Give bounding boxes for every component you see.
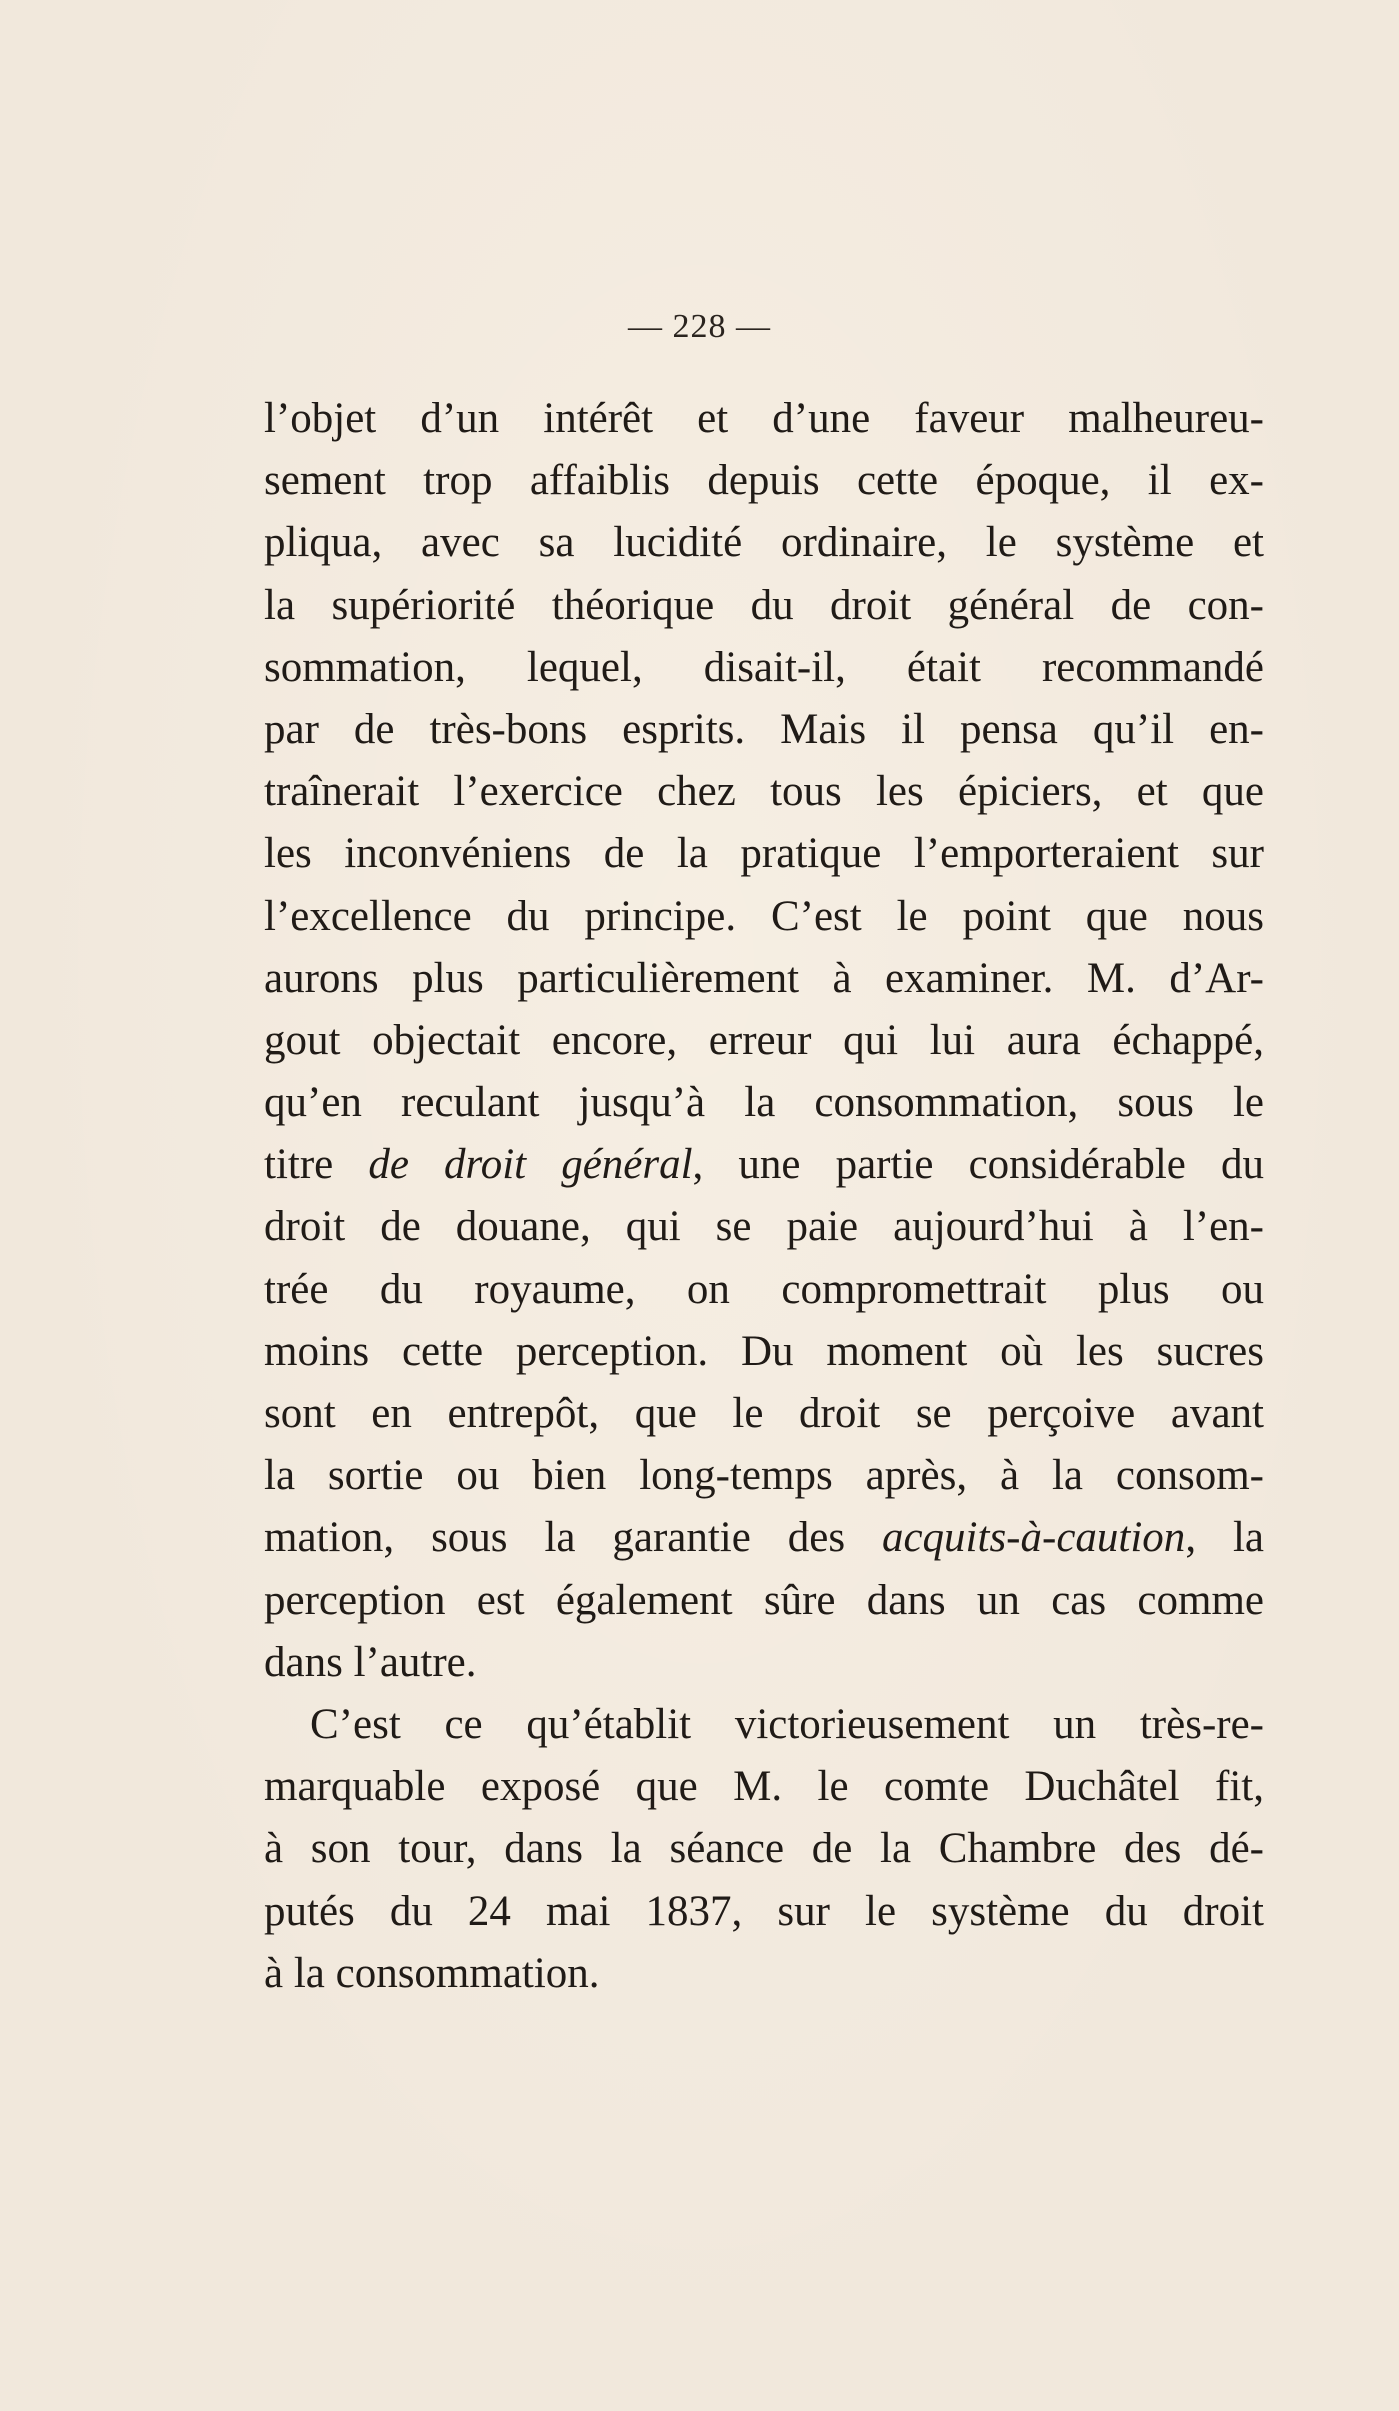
text-line: droit de douane, qui se paie aujourd’hui à l’en- [264,1203,1264,1251]
text-line: sommation, lequel, disait-il, était recommandé [264,643,1264,691]
text-line: l’objet d’un intérêt et d’une faveur malheureu- [264,395,1264,442]
text-line: moins cette perception. Du moment où les sucres [264,1327,1264,1375]
text-line: sement trop affaiblis depuis cette époque, il ex- [264,457,1264,505]
paragraph-2 [264,1694,1264,2005]
body-text [264,388,1264,2005]
page-number: — 228 — [628,308,771,345]
text-line: pliqua, avec sa lucidité ordinaire, le système et [264,519,1264,567]
text-line: traînerait l’exercice chez tous les épiciers, et que [264,768,1264,816]
italic-emphasis: de droit général [368,1141,693,1189]
text-line: par de très-bons esprits. Mais il pensa qu’il en- [264,705,1264,753]
text-line: la sortie ou bien long-temps après, à la consom- [264,1452,1264,1500]
text-line: à son tour, dans la séance de la Chambre des dé- [264,1825,1264,1873]
italic-emphasis: acquits-à-caution [881,1514,1186,1562]
text-line: dans l’autre. [264,1638,477,1686]
text-line: gout objectait encore, erreur qui lui aura échappé, [264,1016,1264,1064]
text-line: marquable exposé que M. le comte Duchâtel fit, [264,1763,1264,1811]
text-line: les inconvéniens de la pratique l’emporteraient sur [264,830,1264,878]
text-line: qu’en reculant jusqu’à la consommation, sous le [264,1079,1264,1127]
text-line: l’excellence du principe. C’est le point que nous [264,892,1264,940]
text-line: putés du 24 mai 1837, sur le système du droit [264,1887,1264,1935]
text-line: titre de droit général, une partie considérable du [264,1141,1264,1189]
text-line: à la consommation. [264,1949,600,1997]
text-line: C’est ce qu’établit victorieusement un très-re- [310,1700,1264,1748]
paragraph-1 [264,388,1264,1694]
text-line: sont en entrepôt, que le droit se perçoive avant [264,1390,1264,1437]
text-line: mation, sous la garantie des acquits-à-caution, la [264,1514,1264,1562]
text-line: perception est également sûre dans un cas comme [264,1576,1264,1624]
text-line: trée du royaume, on compromettrait plus ou [264,1265,1264,1313]
text-line: aurons plus particulièrement à examiner. M. d’Ar- [264,954,1264,1002]
text-line: la supériorité théorique du droit général de con- [264,581,1264,629]
